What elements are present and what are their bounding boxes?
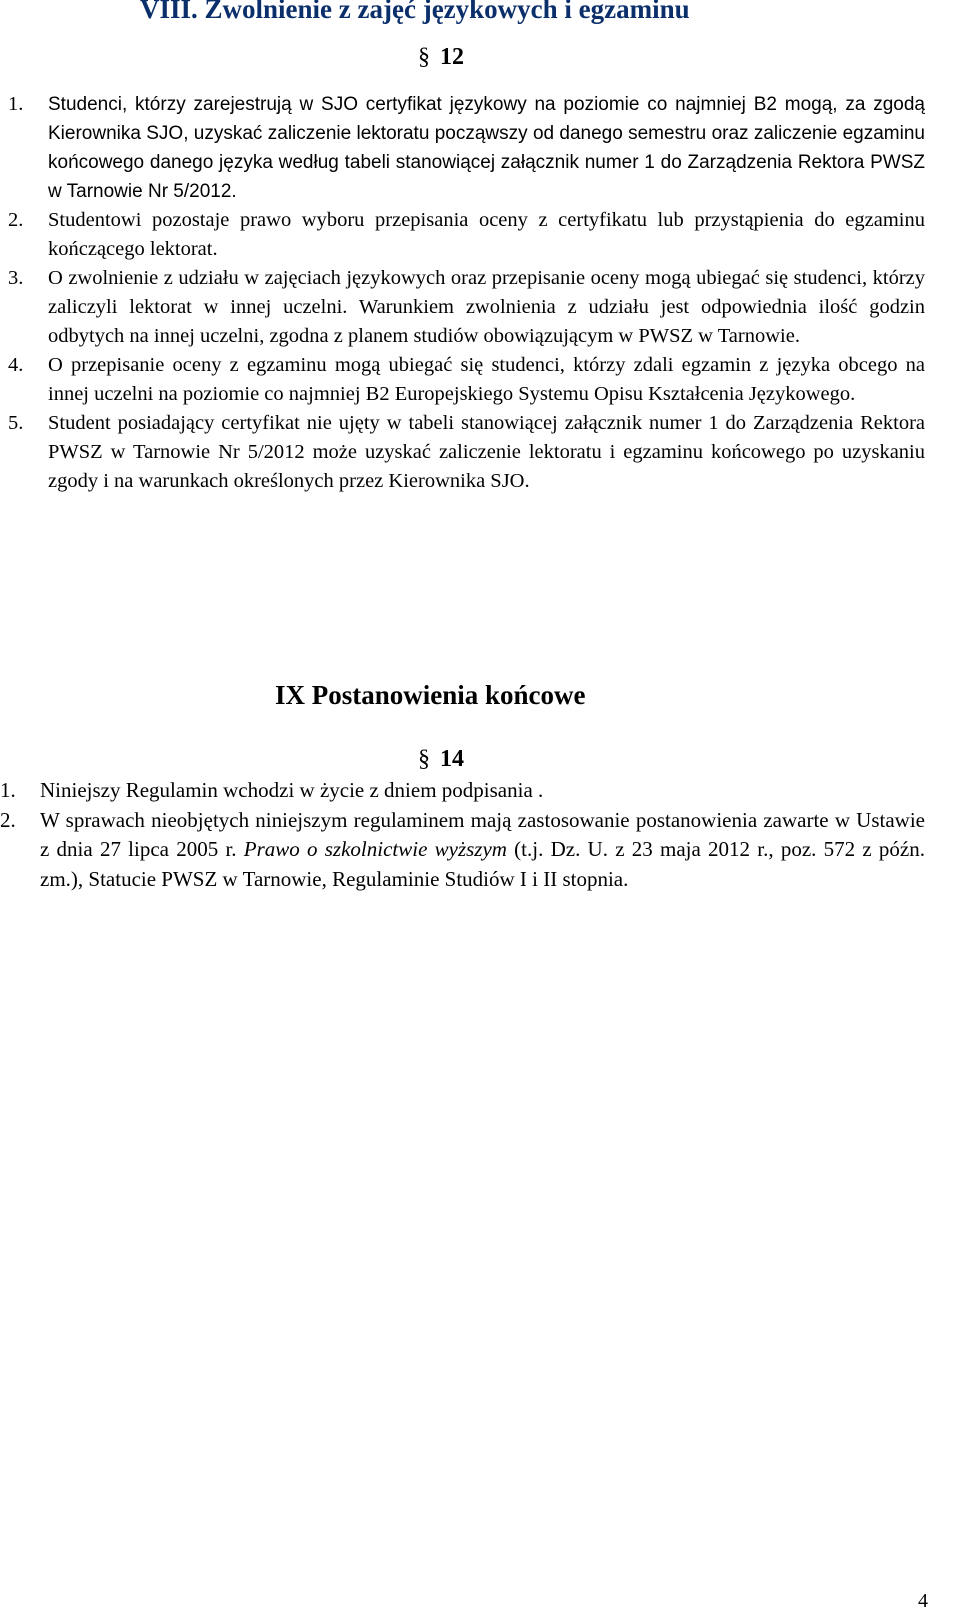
list-item-number: 3. [8,267,24,289]
paragraph-number: 14 [440,746,464,772]
list-item [0,409,925,496]
section-9-list [0,776,925,894]
section-8-title: VIII. Zwolnienie z zajęć językowych i egzaminu [140,0,690,24]
list-item [0,206,925,264]
paragraph-sign: § [418,44,430,70]
list-item [0,351,925,409]
section-9-title: IX Postanowienia końcowe [275,680,586,710]
list-item [0,806,925,895]
act-title-italic: Prawo o szkolnictwie wyższym [243,837,507,861]
list-item-number: 1. [8,93,24,115]
list-item [0,264,925,351]
list-item-text: O zwolnienie z udziału w zajęciach językowych oraz przepisanie oceny mogą ubiegać się studenci, którzy zaliczyli lektorat w innej uczelni. Warunkiem zwolnienia z udziału jest odpowiednia ilość godzin odbytych na innej uczelni, zgodna z planem studiów obowiązującym w PWSZ w Tarnowie. [48,267,925,347]
list-item-text: Studenci, którzy zarejestrują w SJO certyfikat językowy na poziomie co najmniej B2 mogą, za zgodą Kierownika SJO, uzyskać zaliczenie lektoratu począwszy od danego semestru oraz zaliczenie egzaminu końcowego danego języka według tabeli stanowiącej załącznik numer 1 do Zarządzenia Rektora PWSZ w Tarnowie Nr 5/2012. [48,94,925,202]
section-9-paragraph-mark [418,746,464,773]
list-item-text: Studentowi pozostaje prawo wyboru przepisania oceny z certyfikatu lub przystąpienia do egzaminu kończącego lektorat. [48,209,925,260]
list-item-text: O przepisanie oceny z egzaminu mogą ubiegać się studenci, którzy zdali egzamin z języka obcego na innej uczelni na poziomie co najmniej B2 Europejskiego Systemu Opisu Kształcenia Językowego. [48,354,925,405]
paragraph-number: 12 [440,44,464,70]
page-number: 4 [918,1590,928,1612]
paragraph-sign: § [418,746,430,772]
list-item-text: Student posiadający certyfikat nie ujęty w tabeli stanowiącej załącznik numer 1 do Zarządzenia Rektora PWSZ w Tarnowie Nr 5/2012 może uzyskać zaliczenie lektoratu i egzaminu końcowego po uzyskaniu zgody i na warunkach określonych przez Kierownika SJO. [48,412,925,492]
section-8-paragraph-mark [418,44,464,71]
list-item-number: 2. [0,807,16,832]
list-item-number: 5. [8,412,24,434]
list-item [0,90,925,206]
list-item-number: 4. [8,354,24,376]
section-8-list [0,90,925,496]
list-item-number: 1. [0,778,16,802]
list-item-text-after: (t.j. Dz. U. z 23 maja 2012 r., poz. 572 z późn. zm.), Statucie PWSZ w Tarnowie, Regulaminie Studiów I i II stopnia. [40,837,925,891]
list-item [0,776,925,806]
list-item-text-before: W sprawach nieobjętych niniejszym regulaminem mają zastosowanie postanowienia zawarte w Ustawie z dnia 27 lipca 2005 r. [40,807,925,861]
list-item-number: 2. [8,209,24,231]
list-item-text: Niniejszy Regulamin wchodzi w życie z dniem podpisania . [40,778,544,802]
